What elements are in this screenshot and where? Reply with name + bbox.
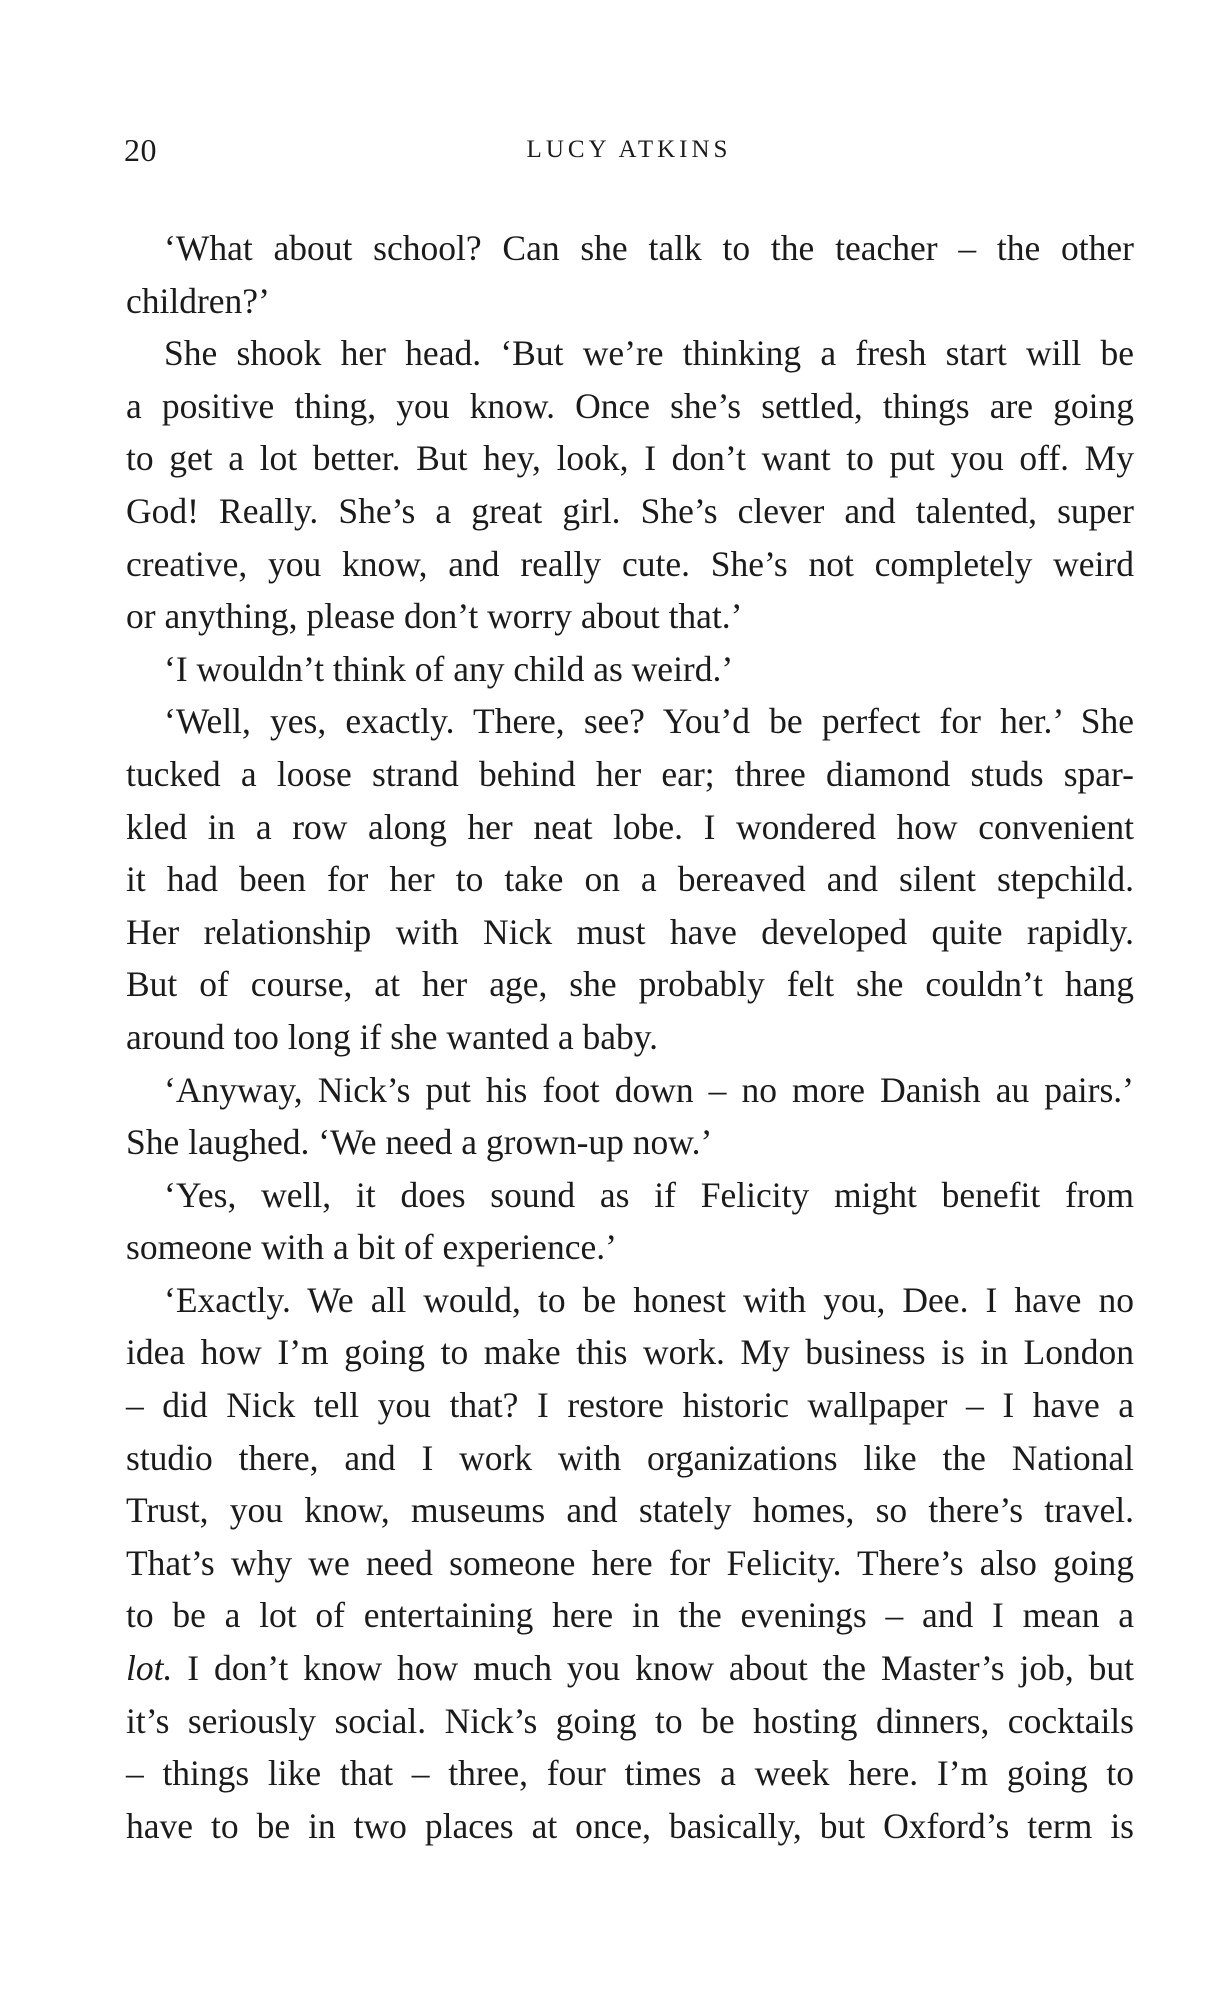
text-line: ‘What about school? Can she talk to the teacher – the other	[164, 228, 1134, 268]
text-line: have to be in two places at once, basically, but Oxford’s term is	[126, 1805, 1134, 1846]
text-line: – things like that – three, four times a week here. I’m going to	[126, 1753, 1134, 1794]
text-line: children?’	[126, 280, 270, 321]
text-line: a positive thing, you know. Once she’s settled, things are going	[126, 385, 1134, 426]
text-line: – did Nick tell you that? I restore historic wallpaper – I have a	[126, 1385, 1134, 1426]
text-line: ‘Yes, well, it does sound as if Felicity might benefit from	[164, 1174, 1134, 1215]
text-line: idea how I’m going to make this work. My business is in London	[126, 1332, 1134, 1373]
text-line: ‘Exactly. We all would, to be honest with you, Dee. I have no	[164, 1279, 1134, 1320]
text-line: or anything, please don’t worry about that.’	[126, 596, 743, 637]
text-line: Her relationship with Nick must have developed quite rapidly.	[126, 911, 1134, 952]
text-line: studio there, and I work with organizations like the National	[126, 1437, 1134, 1478]
text-line: Trust, you know, museums and stately homes, so there’s travel.	[126, 1490, 1134, 1531]
page-number: 20	[124, 132, 157, 168]
body-text	[126, 222, 1134, 1852]
text-line: ‘Anyway, Nick’s put his foot down – no more Danish au pairs.’	[164, 1069, 1134, 1110]
text-line: to get a lot better. But hey, look, I don’t want to put you off. My	[126, 438, 1134, 479]
text-line: ‘Well, yes, exactly. There, see? You’d be perfect for her.’ She	[164, 701, 1134, 742]
text-line: But of course, at her age, she probably felt she couldn’t hang	[126, 964, 1134, 1005]
text-line: ‘I wouldn’t think of any child as weird.’	[164, 648, 734, 689]
emphasis: lot.	[126, 1648, 173, 1689]
text-line: She laughed. ‘We need a grown-up now.’	[126, 1122, 713, 1163]
text-line: tucked a loose strand behind her ear; three diamond studs spar-	[126, 753, 1134, 794]
text-line: That’s why we need someone here for Felicity. There’s also going	[126, 1542, 1134, 1583]
text-line: She shook her head. ‘But we’re thinking a fresh start will be	[164, 333, 1134, 374]
text-line: someone with a bit of experience.’	[126, 1227, 617, 1268]
text-line: God! Really. She’s a great girl. She’s clever and talented, super	[126, 490, 1134, 531]
text-line: creative, you know, and really cute. She’s not completely weird	[126, 543, 1134, 584]
text-line: it’s seriously social. Nick’s going to be hosting dinners, cocktails	[126, 1700, 1134, 1741]
author-name: LUCY ATKINS	[526, 136, 732, 163]
text-line: it had been for her to take on a bereaved and silent stepchild.	[126, 859, 1134, 900]
text-line: kled in a row along her neat lobe. I wondered how convenient	[126, 806, 1134, 847]
text-line: to be a lot of entertaining here in the evenings – and I mean a	[126, 1595, 1134, 1636]
text-line: lot. I don’t know how much you know about the Master’s job, but	[126, 1648, 1134, 1689]
text-line: around too long if she wanted a baby.	[126, 1016, 659, 1057]
running-head	[124, 132, 1134, 172]
